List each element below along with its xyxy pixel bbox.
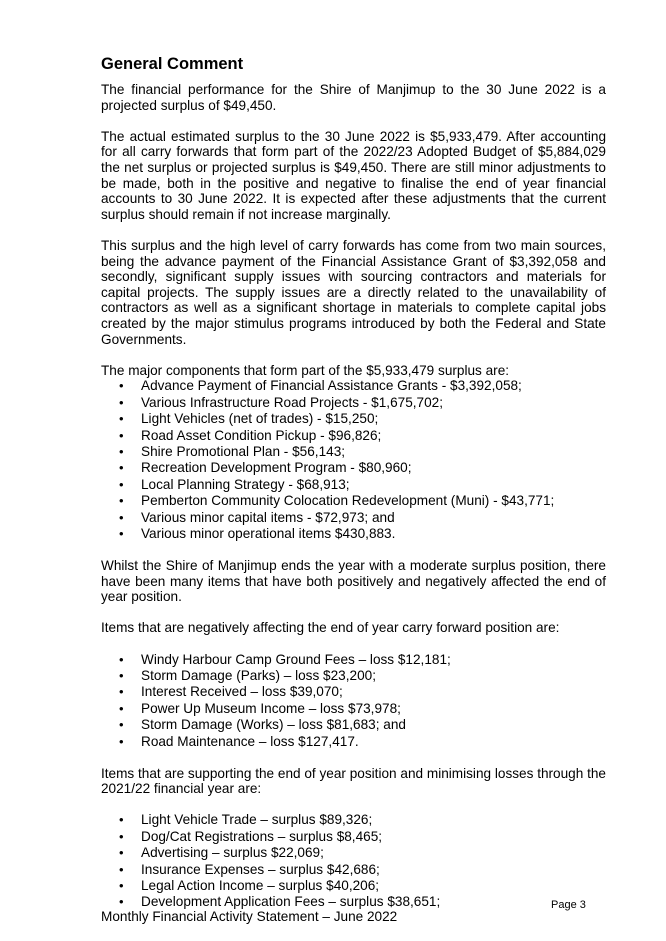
surplus-components-list — [101, 378, 606, 542]
bullet-icon: • — [119, 651, 124, 667]
list-item: • Local Planning Strategy - $68,913; — [119, 476, 350, 492]
paragraph-actual-surplus: The actual estimated surplus to the 30 June 2022 is $5,933,479. After accounting for all carry forwards that form part of the 2022/23 Adopted Budget of $5,884,029 the net surplus or projected surplus is $49,450. There are still minor adjustments to be made, both in the positive and negative to finalise the end of year financial accounts to 30 June 2022. It is expected after these adjustments that the current surplus should remain if not increase marginally. — [101, 128, 606, 222]
bullet-icon: • — [119, 667, 124, 683]
spacer — [101, 605, 606, 621]
paragraph-negative-items-intro: Items that are negatively affecting the end of year carry forward position are: — [101, 620, 560, 636]
paragraph-projected-surplus: The financial performance for the Shire of Manjimup to the 30 June 2022 is a projected surplus of $49,450. — [101, 82, 606, 113]
bullet-icon: • — [119, 845, 124, 861]
spacer — [101, 113, 606, 129]
list-item: • Road Maintenance – loss $127,417. — [119, 733, 359, 749]
list-item: • Various minor operational items $430,883. — [119, 525, 396, 541]
bullet-icon: • — [119, 378, 124, 394]
list-item: • Pemberton Community Colocation Redevelopment (Muni) - $43,771; — [119, 493, 555, 509]
list-item: • Development Application Fees – surplus $38,651; — [119, 894, 441, 910]
list-item: • Advertising – surplus $22,069; — [119, 845, 324, 861]
bullet-icon: • — [119, 443, 124, 459]
bullet-icon: • — [119, 684, 124, 700]
list-item: • Various Infrastructure Road Projects - $1,675,702; — [119, 394, 443, 410]
list-item: • Storm Damage (Works) – loss $81,683; and — [119, 717, 406, 733]
bullet-icon: • — [119, 812, 124, 828]
paragraph-surplus-sources: This surplus and the high level of carry forwards has come from two main sources, being the advance payment of the Financial Assistance Grant of $3,392,058 and secondly, significant supply issues with sourcing contractors and materials for capital projects. The supply issues are a directly related to the unavailability of contractors as well as a significant shortage in materials to complete capital jobs created by the major stimulus programs introduced by both the Federal and State Governments. — [101, 237, 606, 347]
spacer — [101, 750, 606, 766]
bullet-icon: • — [119, 733, 124, 749]
section-heading: General Comment — [101, 55, 244, 73]
spacer — [101, 797, 606, 813]
bullet-icon: • — [119, 894, 124, 910]
bullet-icon: • — [119, 877, 124, 893]
spacer — [101, 636, 606, 652]
spacer — [101, 222, 606, 238]
bullet-icon: • — [119, 828, 124, 844]
bullet-icon: • — [119, 700, 124, 716]
page-number: Page 3 — [551, 899, 586, 911]
bullet-icon: • — [119, 717, 124, 733]
spacer — [101, 347, 606, 363]
list-item: • Storm Damage (Parks) – loss $23,200; — [119, 667, 376, 683]
list-item: • Advance Payment of Financial Assistance Grants - $3,392,058; — [119, 378, 522, 394]
footer-title: Monthly Financial Activity Statement – June 2022 — [101, 909, 398, 924]
bullet-icon: • — [119, 861, 124, 877]
list-item: • Power Up Museum Income – loss $73,978; — [119, 700, 401, 716]
bullet-icon: • — [119, 476, 124, 492]
list-item: • Various minor capital items - $72,973; and — [119, 509, 395, 525]
list-item: • Legal Action Income – surplus $40,206; — [119, 877, 380, 893]
list-item: • Road Asset Condition Pickup - $96,826; — [119, 427, 382, 443]
paragraph-moderate-surplus: Whilst the Shire of Manjimup ends the year with a moderate surplus position, there have been many items that have both positively and negatively affected the end of year position. — [101, 557, 606, 605]
list-item: • Insurance Expenses – surplus $42,686; — [119, 861, 380, 877]
bullet-icon: • — [119, 525, 124, 541]
list-item: • Light Vehicle Trade – surplus $89,326; — [119, 812, 373, 828]
list-item: • Recreation Development Program - $80,960; — [119, 460, 412, 476]
document-page — [101, 54, 606, 911]
supporting-items-list — [101, 812, 606, 910]
paragraph-supporting-items-intro: Items that are supporting the end of year position and minimising losses through the 2021/22 financial year are: — [101, 765, 606, 797]
bullet-icon: • — [119, 509, 124, 525]
bullet-icon: • — [119, 460, 124, 476]
bullet-icon: • — [119, 394, 124, 410]
spacer — [101, 542, 606, 558]
list-item: • Dog/Cat Registrations – surplus $8,465; — [119, 828, 383, 844]
list-item: • Windy Harbour Camp Ground Fees – loss $12,181; — [119, 651, 451, 667]
list-item: • Light Vehicles (net of trades) - $15,250; — [119, 411, 379, 427]
bullet-icon: • — [119, 427, 124, 443]
list-item: • Interest Received – loss $39,070; — [119, 684, 343, 700]
bullet-icon: • — [119, 411, 124, 427]
list-item: • Shire Promotional Plan - $56,143; — [119, 443, 346, 459]
negative-items-list — [101, 652, 606, 750]
paragraph-major-components-intro: The major components that form part of the $5,933,479 surplus are: — [101, 362, 510, 378]
bullet-icon: • — [119, 493, 124, 509]
